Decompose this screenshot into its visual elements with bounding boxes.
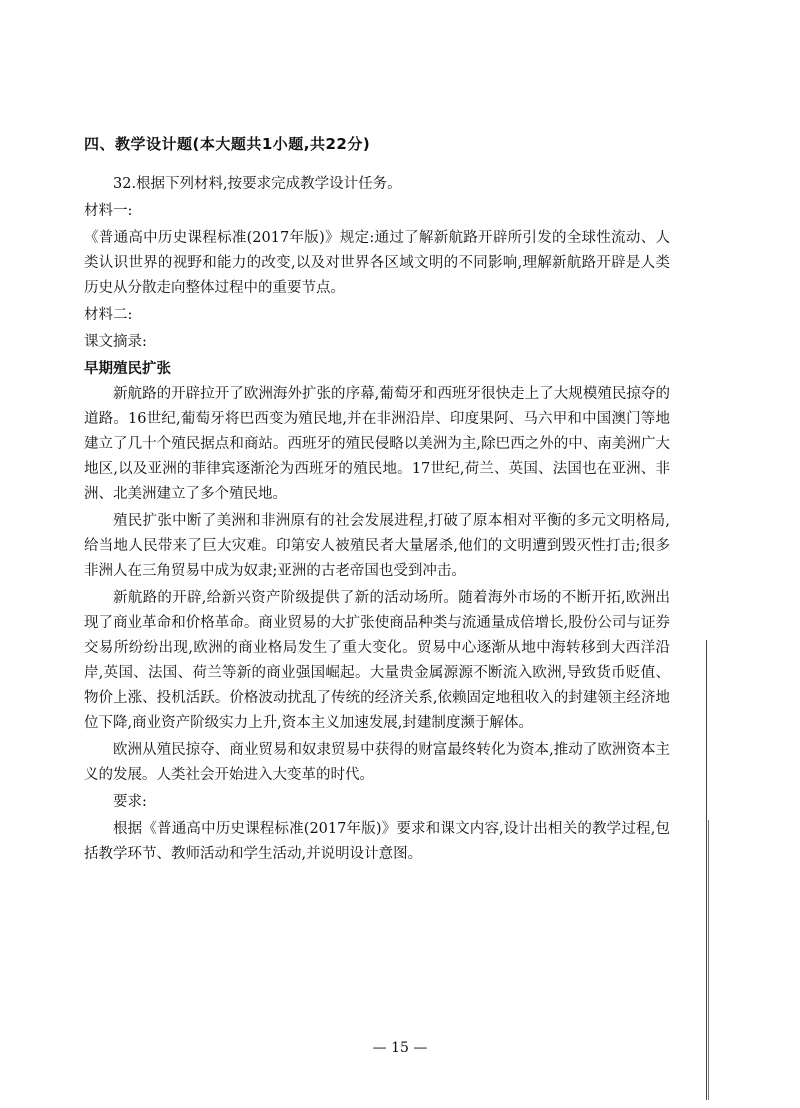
page-content: [84, 133, 670, 869]
question-stem: 32.根据下列材料,按要求完成教学设计任务。: [113, 176, 402, 192]
excerpt-paragraph: 欧洲从殖民掠夺、商业贸易和奴隶贸易中获得的财富最终转化为资本,推动了欧洲资本主义的发展。人类社会开始进入大变革的时代。: [84, 742, 670, 783]
requirement-label: 要求:: [113, 794, 147, 810]
requirement-text: 根据《普通高中历史课程标准(2017年版)》要求和课文内容,设计出相关的教学过程,包括教学环节、教师活动和学生活动,并说明设计意图。: [84, 821, 670, 862]
excerpt-label: 课文摘录:: [84, 334, 147, 350]
material1-label: 材料一:: [84, 203, 133, 219]
material2-label: 材料二:: [84, 307, 133, 323]
excerpt-paragraph: 新航路的开辟拉开了欧洲海外扩张的序幕,葡萄牙和西班牙很快走上了大规模殖民掠夺的道路。16世纪,葡萄牙将巴西变为殖民地,并在非洲沿岸、印度果阿、马六甲和中国澳门等地建立了几十个殖民据点和商站。西班牙的殖民侵略以美洲为主,除巴西之外的中、南美洲广大地区,以及亚洲的菲律宾逐渐沦为西班牙的殖民地。17世纪,荷兰、英国、法国也在亚洲、非洲、北美洲建立了多个殖民地。: [84, 386, 670, 502]
page-number: — 15 —: [372, 1040, 428, 1056]
excerpt-paragraph: 新航路的开辟,给新兴资产阶级提供了新的活动场所。随着海外市场的不断开拓,欧洲出现了商业革命和价格革命。商业贸易的大扩张使商品种类与流通量成倍增长,股份公司与证券交易所纷纷出现,欧洲的商业格局发生了重大变化。贸易中心逐渐从地中海转移到大西洋沿岸,英国、法国、荷兰等新的商业强国崛起。大量贵金属源源不断流入欧洲,导致货币贬值、物价上涨、投机活跃。价格波动扰乱了传统的经济关系,依赖固定地租收入的封建领主经济地位下降,商业资产阶级实力上升,资本主义加速发展,封建制度濒于解体。: [84, 590, 670, 731]
scan-edge-line: [706, 640, 707, 1100]
excerpt-paragraph: 殖民扩张中断了美洲和非洲原有的社会发展进程,打破了原本相对平衡的多元文明格局,给当地人民带来了巨大灾难。印第安人被殖民者大量屠杀,他们的文明遭到毁灭性打击;很多非洲人在三角贸易中成为奴隶;亚洲的古老帝国也受到冲击。: [84, 513, 670, 579]
scan-edge-line: [708, 820, 709, 1100]
material1-text: 《普通高中历史课程标准(2017年版)》规定:通过了解新航路开辟所引发的全球性流动、人类认识世界的视野和能力的改变,以及对世界各区域文明的不同影响,理解新航路开辟是人类历史从分散走向整体过程中的重要节点。: [84, 230, 670, 296]
excerpt-title: 早期殖民扩张: [84, 361, 171, 377]
section-title: 四、教学设计题(本大题共1小题,共22分): [84, 135, 371, 153]
